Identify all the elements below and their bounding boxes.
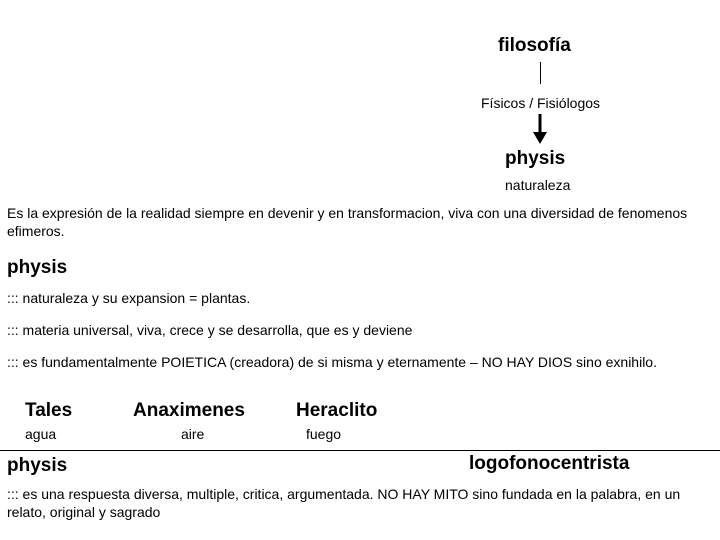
philosopher-element: fuego: [306, 426, 342, 442]
section2-paragraph: ::: es una respuesta diversa, multiple, critica, argumentada. NO HAY MITO sino fundada en la palabra, en un relato, original y sagrado: [7, 486, 681, 520]
philosopher-name: Anaximenes: [133, 400, 245, 421]
diagram-top-title: filosofía: [498, 35, 571, 56]
philosopher-name: Heraclito: [296, 400, 378, 421]
down-arrow-icon: [528, 113, 552, 145]
bullet-item: ::: es fundamentalmente POIETICA (creadora) de si misma y eternamente – NO HAY DIOS sino exnihilo.: [7, 354, 657, 370]
section2-right-heading: logofonocentrista: [469, 453, 630, 474]
section2-heading: physis: [7, 455, 68, 476]
section1-heading: physis: [7, 257, 68, 278]
diagram-physis-title: physis: [505, 148, 566, 169]
philosopher-element: agua: [25, 426, 57, 442]
philosopher-element: aire: [181, 426, 205, 442]
section-divider: [0, 450, 720, 451]
bullet-item: ::: naturaleza y su expansion = plantas.: [7, 290, 251, 306]
connector-line: [540, 62, 541, 84]
philosopher-name: Tales: [25, 400, 73, 421]
diagram-physis-subtitle: naturaleza: [505, 177, 571, 193]
definition-paragraph: Es la expresión de la realidad siempre en devenir y en transformacion, viva con una diversidad de fenomenos efimeros.: [7, 205, 688, 239]
bullet-item: ::: materia universal, viva, crece y se desarrolla, que es y deviene: [7, 322, 413, 338]
diagram-subtitle: Físicos / Fisiólogos: [481, 95, 601, 111]
